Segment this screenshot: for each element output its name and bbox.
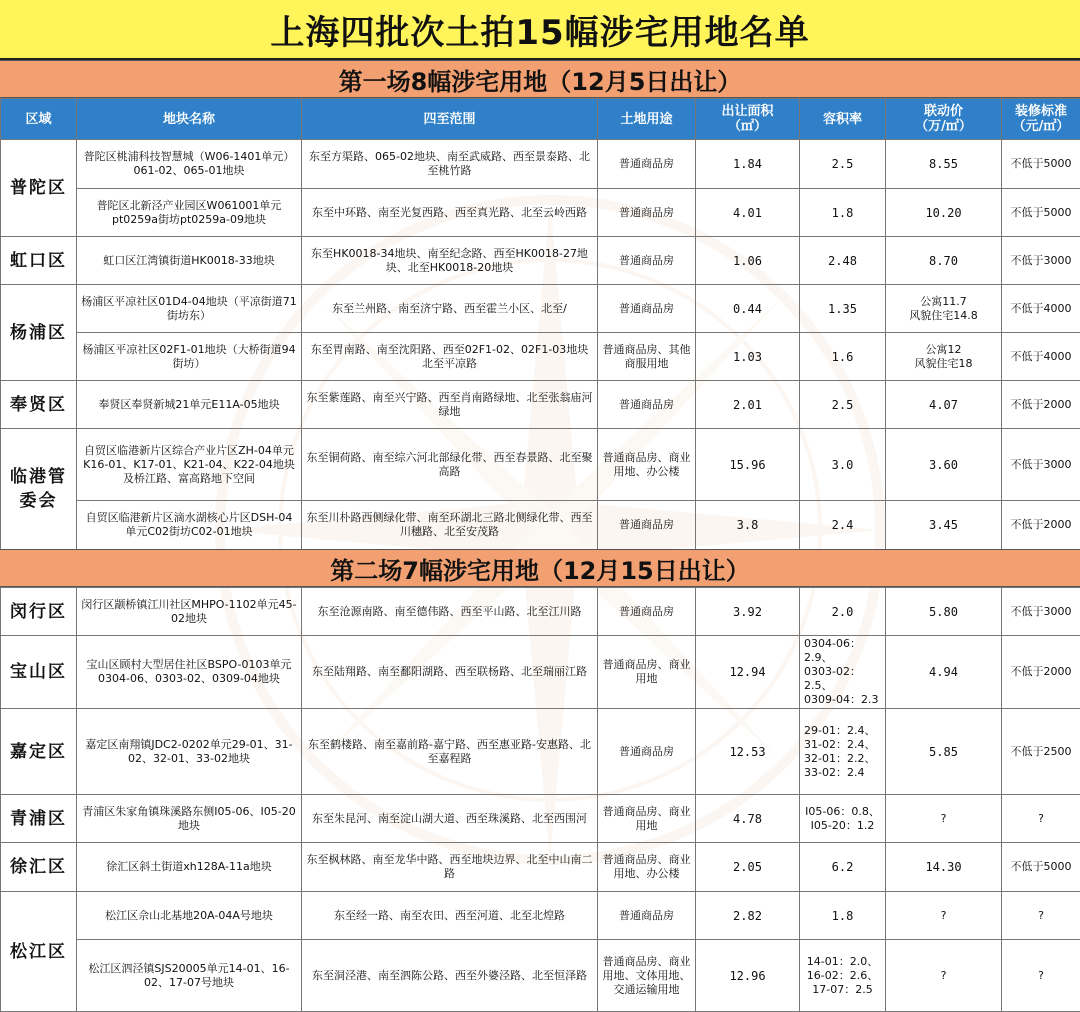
boundary-cell: 东至沧源南路、南至德伟路、西至平山路、北至江川路	[302, 588, 598, 636]
land-table-2	[0, 587, 1080, 1012]
boundary-cell: 东至紫莲路、南至兴宁路、西至肖南路绿地、北至张翁庙河绿地	[302, 381, 598, 429]
decoration-cell: 不低于3000	[1002, 429, 1080, 501]
price-cell: 14.30	[886, 843, 1002, 892]
table-row	[1, 189, 1080, 237]
area-cell: 2.82	[696, 892, 800, 940]
table-header-row	[1, 99, 1080, 140]
district-cell: 杨浦区	[1, 285, 77, 381]
land-use-cell: 普通商品房	[598, 140, 696, 189]
price-cell: 4.07	[886, 381, 1002, 429]
price-cell: 3.60	[886, 429, 1002, 501]
far-cell: 1.8	[800, 892, 886, 940]
far-cell: 6.2	[800, 843, 886, 892]
district-cell: 临港管委会	[1, 429, 77, 550]
decoration-cell: 不低于3000	[1002, 237, 1080, 285]
district-cell: 虹口区	[1, 237, 77, 285]
far-cell: I05-06：0.8、 I05-20：1.2	[800, 795, 886, 843]
far-cell: 0304-06：2.9、 0303-02：2.5、 0309-04：2.3	[800, 636, 886, 709]
table-row	[1, 892, 1080, 940]
far-cell: 2.4	[800, 501, 886, 550]
decoration-cell: ?	[1002, 892, 1080, 940]
far-cell: 1.35	[800, 285, 886, 333]
boundary-cell: 东至川朴路西侧绿化带、南至环湖北三路北侧绿化带、西至川穗路、北至安茂路	[302, 501, 598, 550]
section-2-title: 第二场7幅涉宅用地（12月15日出让）	[0, 549, 1080, 587]
price-cell: 8.70	[886, 237, 1002, 285]
area-cell: 4.78	[696, 795, 800, 843]
land-use-cell: 普通商品房	[598, 501, 696, 550]
boundary-cell: 东至胃南路、南至沈阳路、西至02F1-02、02F1-03地块北至平凉路	[302, 333, 598, 381]
boundary-cell: 东至朱昆河、南至淀山湖大道、西至珠溪路、北至西围河	[302, 795, 598, 843]
boundary-cell: 东至方渠路、065-02地块、南至武威路、西至景泰路、北至桃竹路	[302, 140, 598, 189]
table-row	[1, 429, 1080, 501]
far-cell: 2.5	[800, 381, 886, 429]
boundary-cell: 东至陆翔路、南至鄱阳湖路、西至联杨路、北至瑞丽江路	[302, 636, 598, 709]
boundary-cell: 东至鹤楼路、南至嘉前路-嘉宁路、西至惠亚路-安惠路、北至嘉程路	[302, 709, 598, 795]
area-cell: 4.01	[696, 189, 800, 237]
land-use-cell: 普通商品房	[598, 285, 696, 333]
land-use-cell: 普通商品房	[598, 588, 696, 636]
district-cell: 嘉定区	[1, 709, 77, 795]
decoration-cell: ?	[1002, 795, 1080, 843]
price-cell: 公寓11.7 风貌住宅14.8	[886, 285, 1002, 333]
far-cell: 14-01：2.0、 16-02：2.6、 17-07：2.5	[800, 940, 886, 1012]
area-cell: 2.05	[696, 843, 800, 892]
table-row	[1, 588, 1080, 636]
price-cell: 5.85	[886, 709, 1002, 795]
far-cell: 1.8	[800, 189, 886, 237]
price-cell: ?	[886, 940, 1002, 1012]
boundary-cell: 东至中环路、南至光复西路、西至真光路、北至云岭西路	[302, 189, 598, 237]
parcel-name-cell: 普陀区北新泾产业园区W061001单元pt0259a街坊pt0259a-09地块	[77, 189, 302, 237]
land-use-cell: 普通商品房、商业用地	[598, 795, 696, 843]
table-row	[1, 333, 1080, 381]
land-use-cell: 普通商品房、商业用地、办公楼	[598, 429, 696, 501]
district-cell: 闵行区	[1, 588, 77, 636]
area-cell: 3.92	[696, 588, 800, 636]
decoration-cell: 不低于2500	[1002, 709, 1080, 795]
area-cell: 1.06	[696, 237, 800, 285]
far-cell: 2.0	[800, 588, 886, 636]
decoration-cell: 不低于5000	[1002, 843, 1080, 892]
district-cell: 宝山区	[1, 636, 77, 709]
parcel-name-cell: 自贸区临港新片区滴水湖核心片区DSH-04单元C02街坊C02-01地块	[77, 501, 302, 550]
decoration-cell: 不低于2000	[1002, 501, 1080, 550]
land-use-cell: 普通商品房、商业用地、文体用地、交通运输用地	[598, 940, 696, 1012]
land-use-cell: 普通商品房、商业用地、办公楼	[598, 843, 696, 892]
area-cell: 0.44	[696, 285, 800, 333]
land-use-cell: 普通商品房	[598, 709, 696, 795]
price-cell: 8.55	[886, 140, 1002, 189]
area-cell: 12.53	[696, 709, 800, 795]
area-cell: 1.84	[696, 140, 800, 189]
area-cell: 3.8	[696, 501, 800, 550]
parcel-name-cell: 杨浦区平凉社区02F1-01地块（大桥街道94街坊）	[77, 333, 302, 381]
price-cell: 公寓12 风貌住宅18	[886, 333, 1002, 381]
decoration-cell: 不低于5000	[1002, 189, 1080, 237]
parcel-name-cell: 奉贤区奉贤新城21单元E11A-05地块	[77, 381, 302, 429]
parcel-name-cell: 松江区佘山北基地20A-04A号地块	[77, 892, 302, 940]
boundary-cell: 东至HK0018-34地块、南至纪念路、西至HK0018-27地块、北至HK0018-20地块	[302, 237, 598, 285]
table-row	[1, 795, 1080, 843]
far-cell: 1.6	[800, 333, 886, 381]
price-cell: 5.80	[886, 588, 1002, 636]
parcel-name-cell: 青浦区朱家角镇珠溪路东侧I05-06、I05-20地块	[77, 795, 302, 843]
table-row	[1, 237, 1080, 285]
header-decoration: 装修标准 （元/㎡）	[1002, 99, 1080, 140]
parcel-name-cell: 嘉定区南翔镇JDC2-0202单元29-01、31-02、32-01、33-02地块	[77, 709, 302, 795]
parcel-name-cell: 闵行区颛桥镇江川社区MHPO-1102单元45-02地块	[77, 588, 302, 636]
far-cell: 2.5	[800, 140, 886, 189]
table-row	[1, 381, 1080, 429]
area-cell: 15.96	[696, 429, 800, 501]
decoration-cell: 不低于2000	[1002, 381, 1080, 429]
boundary-cell: 东至铜荷路、南至综六河北部绿化带、西至春景路、北至聚高路	[302, 429, 598, 501]
header-area: 出让面积 （㎡）	[696, 99, 800, 140]
land-use-cell: 普通商品房、商业用地	[598, 636, 696, 709]
land-use-cell: 普通商品房	[598, 189, 696, 237]
price-cell: 3.45	[886, 501, 1002, 550]
parcel-name-cell: 普陀区桃浦科技智慧城（W06-1401单元）061-02、065-01地块	[77, 140, 302, 189]
parcel-name-cell: 徐汇区斜土街道xh128A-11a地块	[77, 843, 302, 892]
parcel-name-cell: 虹口区江湾镇街道HK0018-33地块	[77, 237, 302, 285]
parcel-name-cell: 松江区泗泾镇SJS20005单元14-01、16-02、17-07号地块	[77, 940, 302, 1012]
price-cell: 10.20	[886, 189, 1002, 237]
district-cell: 普陀区	[1, 140, 77, 237]
decoration-cell: 不低于2000	[1002, 636, 1080, 709]
land-use-cell: 普通商品房	[598, 892, 696, 940]
parcel-name-cell: 宝山区顾村大型居住社区BSPO-0103单元0304-06、0303-02、0309-04地块	[77, 636, 302, 709]
area-cell: 1.03	[696, 333, 800, 381]
page-title: 上海四批次土拍15幅涉宅用地名单	[0, 0, 1080, 60]
table-row	[1, 636, 1080, 709]
land-use-cell: 普通商品房、其他商服用地	[598, 333, 696, 381]
decoration-cell: 不低于5000	[1002, 140, 1080, 189]
land-table	[0, 98, 1080, 550]
district-cell: 徐汇区	[1, 843, 77, 892]
table-row	[1, 285, 1080, 333]
boundary-cell: 东至经一路、南至农田、西至河道、北至北煌路	[302, 892, 598, 940]
district-cell: 奉贤区	[1, 381, 77, 429]
header-far: 容积率	[800, 99, 886, 140]
decoration-cell: 不低于3000	[1002, 588, 1080, 636]
header-price: 联动价 （万/㎡）	[886, 99, 1002, 140]
boundary-cell: 东至洞泾港、南至泗陈公路、西至外婆泾路、北至恒泽路	[302, 940, 598, 1012]
table-row	[1, 843, 1080, 892]
parcel-name-cell: 自贸区临港新片区综合产业片区ZH-04单元K16-01、K17-01、K21-04、K22-04地块及桥江路、富高路地下空间	[77, 429, 302, 501]
area-cell: 12.96	[696, 940, 800, 1012]
decoration-cell: 不低于4000	[1002, 333, 1080, 381]
table-row	[1, 940, 1080, 1012]
price-cell: ?	[886, 892, 1002, 940]
land-use-cell: 普通商品房	[598, 237, 696, 285]
land-use-cell: 普通商品房	[598, 381, 696, 429]
price-cell: 4.94	[886, 636, 1002, 709]
table-row	[1, 501, 1080, 550]
header-district: 区域	[1, 99, 77, 140]
far-cell: 2.48	[800, 237, 886, 285]
decoration-cell: 不低于4000	[1002, 285, 1080, 333]
boundary-cell: 东至兰州路、南至济宁路、西至霍兰小区、北至/	[302, 285, 598, 333]
parcel-name-cell: 杨浦区平凉社区01D4-04地块（平凉街道71街坊东）	[77, 285, 302, 333]
district-cell: 青浦区	[1, 795, 77, 843]
boundary-cell: 东至枫林路、南至龙华中路、西至地块边界、北至中山南二路	[302, 843, 598, 892]
header-parcel-name: 地块名称	[77, 99, 302, 140]
header-land-use: 土地用途	[598, 99, 696, 140]
header-boundary: 四至范围	[302, 99, 598, 140]
far-cell: 3.0	[800, 429, 886, 501]
decoration-cell: ?	[1002, 940, 1080, 1012]
price-cell: ?	[886, 795, 1002, 843]
district-cell: 松江区	[1, 892, 77, 1012]
area-cell: 2.01	[696, 381, 800, 429]
table-row	[1, 140, 1080, 189]
far-cell: 29-01：2.4、 31-02：2.4、 32-01：2.2、 33-02：2.4	[800, 709, 886, 795]
section-1-title: 第一场8幅涉宅用地（12月5日出让）	[0, 60, 1080, 98]
area-cell: 12.94	[696, 636, 800, 709]
table-row	[1, 709, 1080, 795]
